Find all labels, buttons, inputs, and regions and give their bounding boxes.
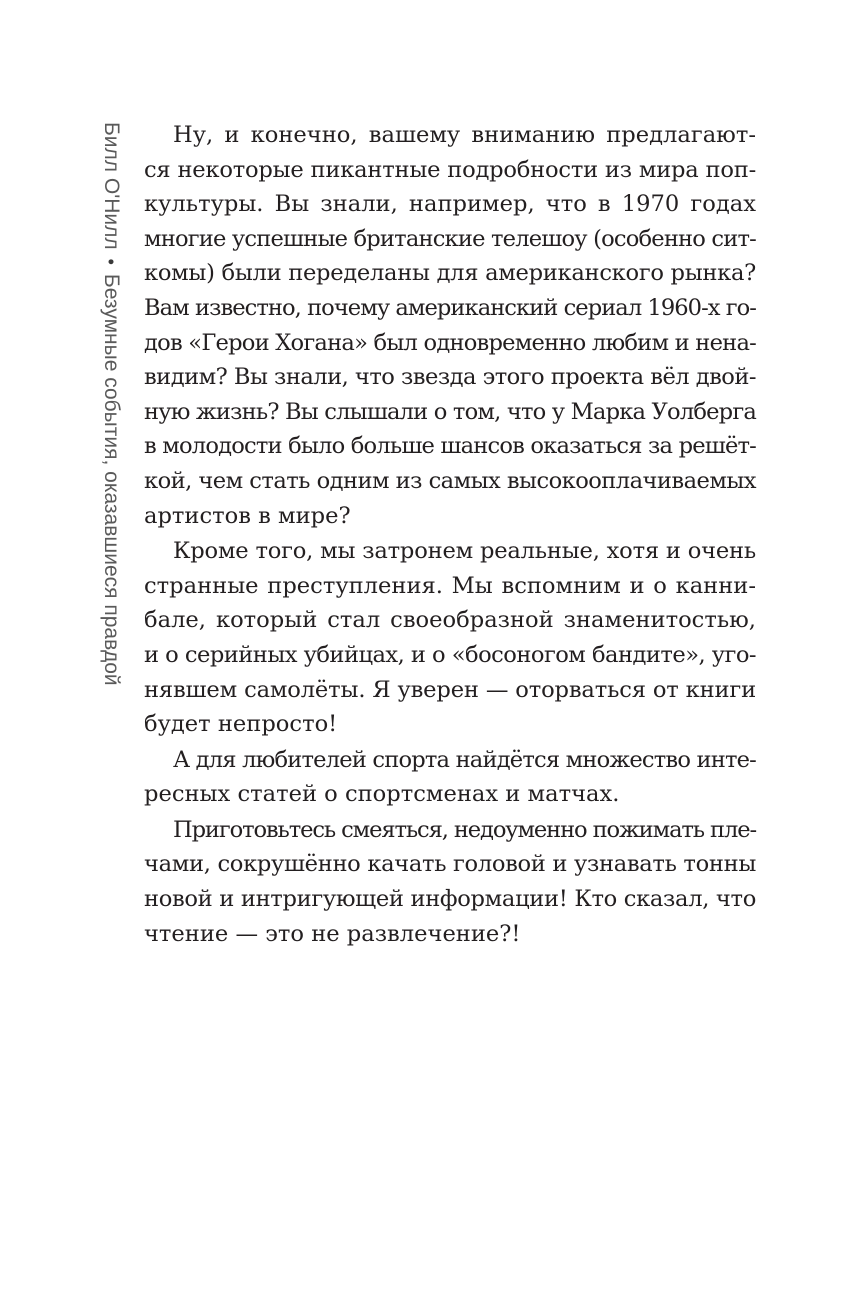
text-line: будет непросто! <box>144 711 338 738</box>
text-line: чтение — это не развлечение?! <box>144 920 521 947</box>
paragraph-2 <box>144 534 756 742</box>
paragraph-4 <box>144 813 756 951</box>
text-line: ресных статей о спортсменах и матчах. <box>144 781 620 808</box>
page-body-text <box>144 118 756 951</box>
running-header <box>98 122 124 686</box>
text-line: и о серийных убийцах, и о «босоногом бандите», уго- <box>144 641 756 668</box>
paragraph-3 <box>144 743 756 812</box>
text-line: бале, который стал своеобразной знаменитостью, <box>144 607 756 634</box>
text-line: артистов в мире? <box>144 502 351 529</box>
text-line: ную жизнь? Вы слышали о том, что у Марка Уолберга <box>144 398 756 425</box>
text-line: чами, сокрушённо качать головой и узнавать тонны <box>144 851 756 878</box>
text-line: ся некоторые пикантные подробности из мира поп- <box>144 156 756 183</box>
text-line: Приготовьтесь смеяться, недоуменно пожимать пле- <box>173 816 756 843</box>
running-header-author: Билл О'Нилл <box>100 122 123 250</box>
text-line: А для любителей спорта найдётся множество инте- <box>173 746 756 773</box>
text-line: нявшем самолёты. Я уверен — оторваться от книги <box>144 676 756 703</box>
text-line: кой, чем стать одним из самых высокооплачиваемых <box>144 467 756 494</box>
paragraph-1 <box>144 118 756 533</box>
text-line: Ну, и конечно, вашему вниманию предлагают- <box>173 122 756 148</box>
text-line: культуры. Вы знали, например, что в 1970 годах <box>144 191 756 218</box>
text-line: многие успешные британские телешоу (особенно сит- <box>144 225 756 252</box>
text-line: Кроме того, мы затронем реальные, хотя и очень <box>173 538 756 565</box>
text-line: Вам известно, почему американский сериал 1960-х го- <box>144 294 756 321</box>
text-line: странные преступления. Мы вспомним и о канни- <box>144 572 756 599</box>
text-line: дов «Герои Хогана» был одновременно любим и нена- <box>144 329 756 356</box>
text-line: в молодости было больше шансов оказаться за решёт- <box>144 433 756 460</box>
text-line: видим? Вы знали, что звезда этого проекта вёл двой- <box>144 364 756 391</box>
running-header-title: Безумные события, оказавшиеся правдой <box>100 273 123 686</box>
running-header-separator: • <box>101 258 121 265</box>
text-line: комы) были переделаны для американского рынка? <box>144 260 756 287</box>
text-line: новой и интригующей информации! Кто сказал, что <box>144 886 756 913</box>
